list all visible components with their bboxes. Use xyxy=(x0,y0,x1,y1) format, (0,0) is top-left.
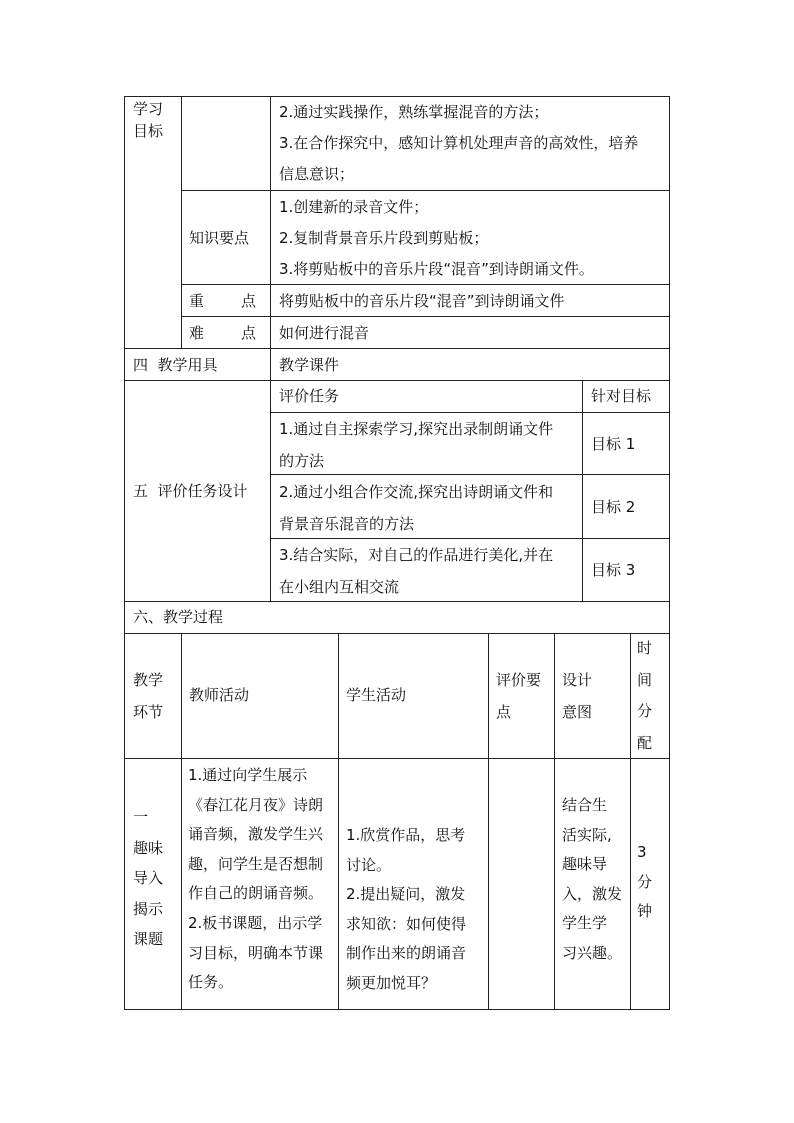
process-stage: 一 趣味 导入 揭示 课题 xyxy=(133,808,164,949)
process-teacher-activity: 1.通过向学生展示 《春江花月夜》诗朗 诵音频，激发学生兴 趣，问学生是否想制 作自己的朗诵音频。 2.板书课题，出示学 习目标，明确本节课 任务。 xyxy=(188,766,324,992)
rule xyxy=(124,96,125,1010)
rule xyxy=(124,633,670,634)
rule xyxy=(582,380,583,601)
objectives-label: 学习 目标 xyxy=(133,100,164,140)
evaluation-label: 五 评价任务设计 xyxy=(133,482,248,500)
objective-line: 3.在合作探究中，感知计算机处理声音的高效性，培养 xyxy=(279,134,639,152)
difficulty-value: 如何进行混音 xyxy=(279,324,370,342)
knowledge-line: 3.将剪贴板中的音乐片段“混音”到诗朗诵文件。 xyxy=(279,260,594,278)
rule xyxy=(181,190,670,191)
rule xyxy=(270,96,271,601)
rule xyxy=(124,1009,670,1010)
process-header-eval: 评价要 点 xyxy=(496,671,542,721)
process-title: 六、教学过程 xyxy=(133,608,224,626)
rule xyxy=(554,633,555,1009)
evaluation-header-task: 评价任务 xyxy=(279,387,340,405)
difficulty-label-a: 难 xyxy=(189,324,205,342)
process-header-stage: 教学 环节 xyxy=(133,671,164,721)
knowledge-label: 知识要点 xyxy=(189,229,250,247)
rule xyxy=(124,380,670,381)
rule xyxy=(270,412,670,413)
process-design-intent: 结合生 活实际, 趣味导 入，激发 学生学 习兴趣。 xyxy=(562,796,623,962)
objective-line: 信息意识； xyxy=(279,165,355,183)
evaluation-task: 2.通过小组合作交流,探究出诗朗诵文件和 背景音乐混音的方法 xyxy=(279,483,554,533)
tools-value: 教学课件 xyxy=(279,356,340,374)
evaluation-target: 目标 2 xyxy=(591,498,636,516)
objective-line: 2.通过实践操作，熟练掌握混音的方法； xyxy=(279,103,549,121)
rule xyxy=(488,633,489,1009)
rule xyxy=(124,758,670,759)
rule xyxy=(181,284,670,285)
knowledge-line: 2.复制背景音乐片段到剪贴板； xyxy=(279,229,489,247)
process-header-student: 学生活动 xyxy=(346,686,407,704)
rule xyxy=(181,316,670,317)
lesson-plan-table xyxy=(124,96,670,1010)
evaluation-target: 目标 3 xyxy=(591,561,636,579)
key-point-value: 将剪贴板中的音乐片段“混音”到诗朗诵文件 xyxy=(279,292,565,310)
process-header-teacher: 教师活动 xyxy=(189,686,250,704)
rule xyxy=(124,96,670,97)
process-time: 3 分 钟 xyxy=(637,843,653,921)
rule xyxy=(181,633,182,1009)
rule xyxy=(630,633,631,1009)
process-header-time: 时 间 分 配 xyxy=(637,639,653,752)
key-point-label-a: 重 xyxy=(189,292,205,310)
knowledge-line: 1.创建新的录音文件； xyxy=(279,198,429,216)
evaluation-task: 1.通过自主探索学习,探究出录制朗诵文件 的方法 xyxy=(279,420,554,470)
difficulty-label-b: 点 xyxy=(241,324,257,342)
rule xyxy=(181,96,182,348)
key-point-label-b: 点 xyxy=(241,292,257,310)
rule xyxy=(338,633,339,1009)
rule xyxy=(669,96,670,1010)
evaluation-header-target: 针对目标 xyxy=(591,387,652,405)
rule xyxy=(124,348,670,349)
process-student-activity: 1.欣赏作品，思考 讨论。 2.提出疑问，激发 求知欲：如何使得 制作出来的朗诵音 频更加悦耳？ xyxy=(346,826,467,992)
process-header-design: 设计 意图 xyxy=(562,671,593,721)
evaluation-target: 目标 1 xyxy=(591,435,636,453)
evaluation-task: 3.结合实际，对自己的作品进行美化,并在 在小组内互相交流 xyxy=(279,546,554,596)
tools-label: 四 教学用具 xyxy=(133,356,218,374)
